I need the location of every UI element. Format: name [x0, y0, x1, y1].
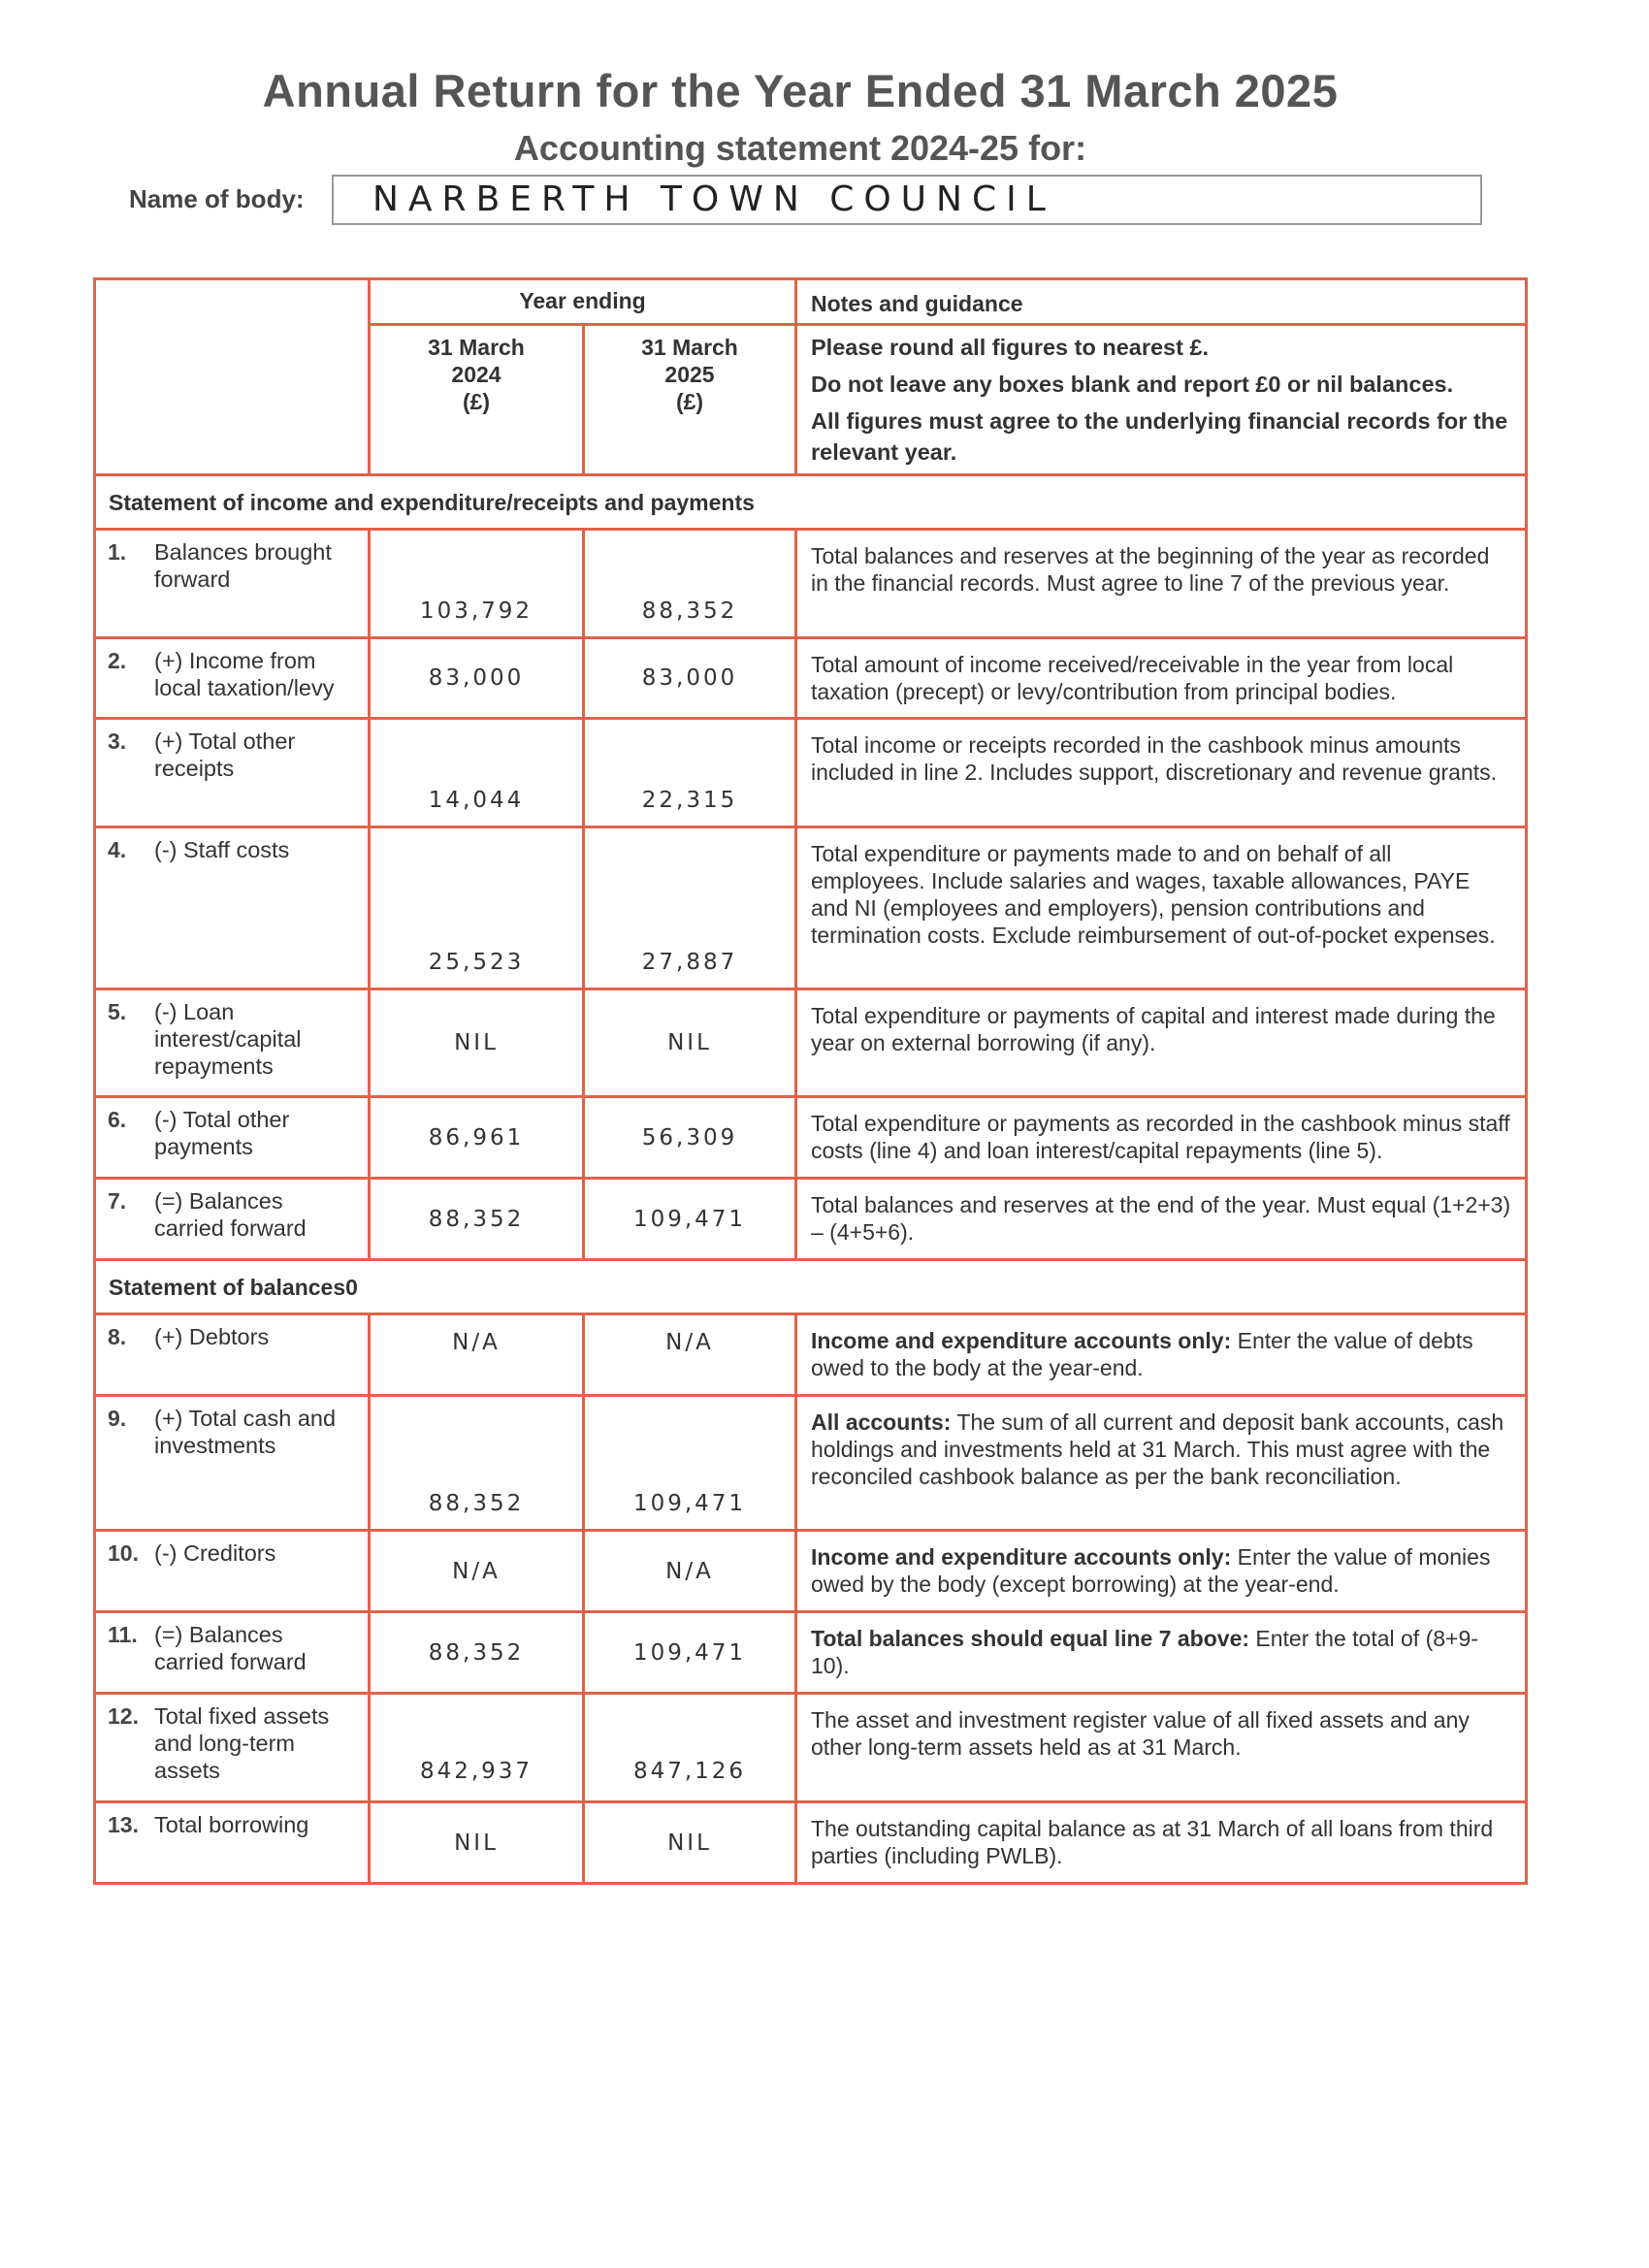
row-note-bold: Income and expenditure accounts only: — [811, 1544, 1232, 1570]
year-ending-header: Year ending — [370, 279, 796, 325]
accounting-statement-table — [93, 277, 1528, 1885]
value-2025-field[interactable]: 109,471 — [584, 1612, 796, 1694]
row-note-text: Total balances and reserves at the end of the year. Must equal (1+2+3) – (4+5+6). — [811, 1192, 1511, 1245]
row-number: 4. — [108, 837, 127, 862]
row-note-text: Enter the total of (8+9-10). — [811, 1626, 1478, 1678]
row-note — [796, 1612, 1527, 1694]
row-note — [796, 1179, 1527, 1260]
row-label-cell — [95, 1097, 370, 1179]
table-row — [95, 989, 1527, 1097]
row-label: Total fixed assets and long-term assets — [154, 1703, 330, 1783]
table-row — [95, 1694, 1527, 1802]
row-number: 7. — [108, 1188, 127, 1214]
row-note-text: The outstanding capital balance as at 31 March of all loans from third parties (including PWLB). — [811, 1816, 1494, 1868]
value-2024-field[interactable]: NIL — [370, 1802, 584, 1884]
guidance-line: Do not leave any boxes blank and report £0 or nil balances. — [811, 372, 1454, 397]
row-number: 6. — [108, 1107, 127, 1132]
row-number: 8. — [108, 1324, 127, 1349]
value-2024-field[interactable]: 88,352 — [370, 1396, 584, 1531]
column-2025-line2: 2025 — [664, 362, 715, 387]
value-2024-field[interactable]: 842,937 — [370, 1694, 584, 1802]
row-label: (=) Balances carried forward — [154, 1188, 307, 1241]
row-note — [796, 638, 1527, 719]
row-note-text: Enter the value of monies owed by the body (except borrowing) at the year-end. — [811, 1544, 1491, 1597]
value-2024-field[interactable]: N/A — [370, 1314, 584, 1396]
section-heading-income-expenditure: Statement of income and expenditure/receipts and payments — [95, 475, 1527, 530]
table-row — [95, 638, 1527, 719]
table-row — [95, 1097, 1527, 1179]
row-label-cell — [95, 1179, 370, 1260]
row-label-cell — [95, 719, 370, 827]
row-label: Total borrowing — [154, 1812, 309, 1837]
value-2025-field[interactable]: 109,471 — [584, 1396, 796, 1531]
value-2025-field[interactable]: 88,352 — [584, 530, 796, 638]
value-2025-field[interactable]: N/A — [584, 1314, 796, 1396]
row-label-cell — [95, 1802, 370, 1884]
row-label: (+) Total cash and investments — [154, 1406, 337, 1458]
table-row — [95, 1314, 1527, 1396]
row-label: (-) Total other payments — [154, 1107, 290, 1159]
row-note — [796, 1802, 1527, 1884]
value-2025-field[interactable]: 847,126 — [584, 1694, 796, 1802]
row-note-text: Total income or receipts recorded in the cashbook minus amounts included in line 2. Includes support, discretionary and revenue grants. — [811, 732, 1498, 785]
row-note — [796, 1396, 1527, 1531]
value-2024-field[interactable]: N/A — [370, 1531, 584, 1612]
row-note-text: The asset and investment register value of all fixed assets and any other long-term assets held as at 31 March. — [811, 1707, 1470, 1760]
row-number: 9. — [108, 1406, 127, 1431]
page-subtitle: Accounting statement 2024-25 for: — [513, 128, 1087, 168]
guidance-line: All figures must agree to the underlying financial records for the relevant year. — [811, 408, 1508, 465]
page-title: Annual Return for the Year Ended 31 March 2025 — [262, 65, 1339, 116]
row-note-bold: Income and expenditure accounts only: — [811, 1328, 1232, 1353]
row-label-cell — [95, 1531, 370, 1612]
row-label-cell — [95, 1314, 370, 1396]
column-2025-line1: 31 March — [641, 335, 738, 360]
row-note-text: Total balances and reserves at the beginning of the year as recorded in the financial records. Must agree to line 7 of the previous year. — [811, 543, 1490, 596]
value-2024-field[interactable]: 83,000 — [370, 638, 584, 719]
value-2024-field[interactable]: 86,961 — [370, 1097, 584, 1179]
row-number: 3. — [108, 729, 127, 754]
column-2024-line3: (£) — [462, 389, 491, 414]
row-number: 13. — [108, 1812, 139, 1837]
value-2024-field[interactable]: 14,044 — [370, 719, 584, 827]
row-note-bold: All accounts: — [811, 1409, 952, 1435]
row-note — [796, 719, 1527, 827]
value-2024-field[interactable]: 25,523 — [370, 827, 584, 989]
value-2025-field[interactable]: 56,309 — [584, 1097, 796, 1179]
value-2024-field[interactable]: 103,792 — [370, 530, 584, 638]
row-label-cell — [95, 827, 370, 989]
column-header-2025 — [584, 325, 796, 475]
header-blank-cell — [95, 279, 370, 475]
general-guidance — [796, 325, 1527, 475]
row-note — [796, 1097, 1527, 1179]
row-note-text: Total expenditure or payments of capital and interest made during the year on external borrowing (if any). — [811, 1003, 1496, 1055]
table-row — [95, 1531, 1527, 1612]
table-row — [95, 719, 1527, 827]
row-note-bold: Total balances should equal line 7 above: — [811, 1626, 1250, 1651]
value-2025-field[interactable]: 109,471 — [584, 1179, 796, 1260]
table-row — [95, 827, 1527, 989]
row-note — [796, 530, 1527, 638]
value-2025-field[interactable]: N/A — [584, 1531, 796, 1612]
row-note — [796, 1694, 1527, 1802]
row-number: 12. — [108, 1703, 139, 1729]
name-of-body-label: Name of body: — [129, 184, 305, 213]
value-2024-field[interactable]: 88,352 — [370, 1612, 584, 1694]
column-header-2024 — [370, 325, 584, 475]
value-2025-field[interactable]: 83,000 — [584, 638, 796, 719]
row-note — [796, 1314, 1527, 1396]
row-label: (+) Total other receipts — [154, 729, 296, 781]
row-label-cell — [95, 638, 370, 719]
value-2025-field[interactable]: NIL — [584, 989, 796, 1097]
table-row — [95, 1612, 1527, 1694]
section-heading-balances: Statement of balances0 — [95, 1260, 1527, 1314]
row-number: 5. — [108, 999, 127, 1024]
row-number: 1. — [108, 539, 127, 565]
row-label: (=) Balances carried forward — [154, 1622, 307, 1674]
value-2024-field[interactable]: NIL — [370, 989, 584, 1097]
row-label: (+) Income from local taxation/levy — [154, 648, 335, 700]
row-label-cell — [95, 1396, 370, 1531]
row-label: (-) Staff costs — [154, 837, 290, 862]
row-label: (-) Creditors — [154, 1540, 276, 1566]
row-note-text: Total amount of income received/receivable in the year from local taxation (precept) or levy/contribution from principal bodies. — [811, 652, 1454, 704]
value-2025-field[interactable]: 22,315 — [584, 719, 796, 827]
row-note-text: Total expenditure or payments as recorded in the cashbook minus staff costs (line 4) and loan interest/capital repayments (line 5). — [811, 1111, 1510, 1163]
row-label-cell — [95, 1612, 370, 1694]
row-number: 10. — [108, 1540, 139, 1566]
row-label: Balances brought forward — [154, 539, 332, 592]
row-label: (-) Loan interest/capital repayments — [154, 999, 302, 1079]
row-note — [796, 989, 1527, 1097]
row-note-text: Enter the value of debts owed to the body at the year-end. — [811, 1328, 1473, 1380]
table-row — [95, 1179, 1527, 1260]
row-label-cell — [95, 989, 370, 1097]
notes-header: Notes and guidance — [796, 279, 1527, 325]
column-2024-line2: 2024 — [451, 362, 501, 387]
row-label-cell — [95, 530, 370, 638]
row-label-cell — [95, 1694, 370, 1802]
row-note — [796, 827, 1527, 989]
row-note-text: The sum of all current and deposit bank accounts, cash holdings and investments held at 31 March. This must agree with the reconciled cashbook balance as per the bank reconciliation. — [811, 1409, 1504, 1489]
row-note-text: Total expenditure or payments made to and on behalf of all employees. Include salaries and wages, taxable allowances, PAYE and NI (employees and employers), pension contributions and termination costs. Exclude reimbursement of out-of-pocket expenses. — [811, 841, 1496, 948]
row-number: 11. — [108, 1622, 138, 1647]
column-2025-line3: (£) — [675, 389, 704, 414]
row-note — [796, 1531, 1527, 1612]
value-2025-field[interactable]: 27,887 — [584, 827, 796, 989]
table-row — [95, 530, 1527, 638]
guidance-line: Please round all figures to nearest £. — [811, 335, 1210, 360]
column-2024-line1: 31 March — [428, 335, 525, 360]
row-number: 2. — [108, 648, 127, 673]
name-of-body-field[interactable]: NARBERTH TOWN COUNCIL — [332, 175, 1482, 225]
value-2025-field[interactable]: NIL — [584, 1802, 796, 1884]
value-2024-field[interactable]: 88,352 — [370, 1179, 584, 1260]
table-row — [95, 1396, 1527, 1531]
row-label: (+) Debtors — [154, 1324, 270, 1349]
table-row — [95, 1802, 1527, 1884]
